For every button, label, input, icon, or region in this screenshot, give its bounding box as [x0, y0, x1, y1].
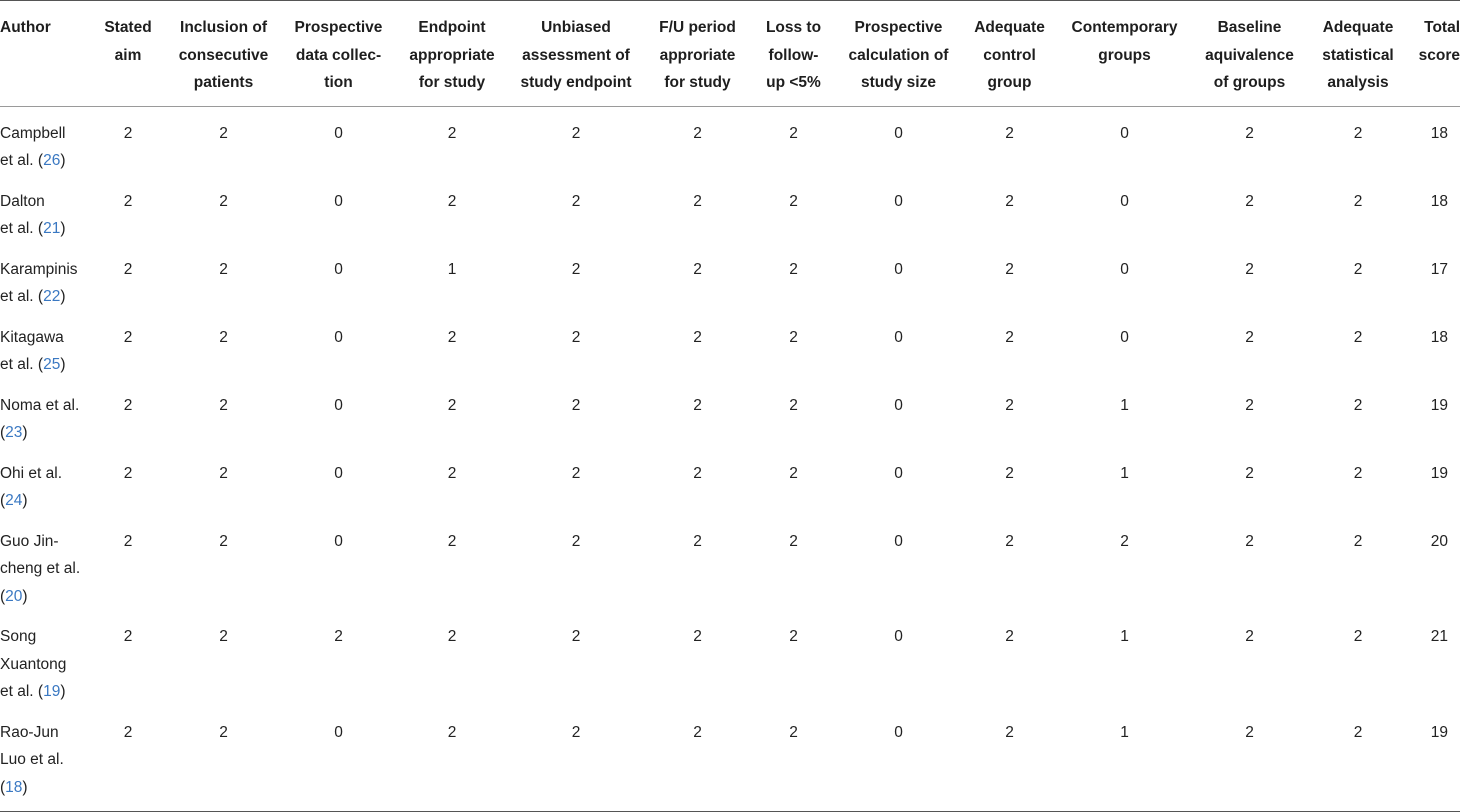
score-cell: 0	[894, 260, 903, 278]
score-cell: 2	[571, 396, 581, 414]
author-text: (	[0, 424, 6, 441]
author-text: (	[0, 778, 6, 796]
table-row	[0, 106, 1460, 175]
score-cell: 2	[571, 124, 581, 142]
column-header-line: control	[983, 46, 1036, 64]
score-cell: 0	[894, 723, 903, 741]
author-cell	[0, 106, 94, 175]
column-header-line: of groups	[1213, 74, 1286, 91]
score-cell: 2	[1245, 328, 1254, 346]
author-text: Noma et al.	[0, 396, 80, 414]
total-score-cell: 20	[1430, 532, 1448, 550]
score-cell: 2	[1005, 192, 1014, 210]
score-cell: 2	[693, 628, 702, 645]
score-cell: 0	[334, 532, 343, 550]
author-text: cheng et al.	[0, 560, 81, 577]
column-header	[392, 1, 512, 107]
score-cell: 2	[1353, 464, 1363, 482]
author-text: )	[22, 778, 28, 796]
score-cell: 1	[1120, 464, 1129, 482]
table-body	[0, 106, 1460, 812]
author-text: )	[60, 220, 66, 237]
score-cell: 2	[447, 124, 457, 142]
score-cell: 0	[894, 192, 903, 210]
score-cell: 2	[447, 396, 457, 414]
score-cell: 2	[123, 396, 133, 414]
column-header-line: aquivalence	[1205, 46, 1294, 64]
score-cell: 2	[693, 328, 702, 346]
score-cell: 2	[1353, 124, 1363, 142]
author-text: et al. (	[0, 220, 44, 237]
score-cell: 2	[334, 628, 343, 645]
author-text: (	[0, 492, 6, 509]
score-cell: 2	[1353, 628, 1363, 645]
column-header-line: tion	[324, 74, 353, 91]
score-cell: 2	[1353, 723, 1363, 741]
table-row	[0, 706, 1460, 812]
table-row	[0, 447, 1460, 515]
score-cell: 2	[789, 124, 798, 142]
reference-link[interactable]: 19	[43, 683, 61, 700]
column-header-line: for study	[664, 74, 731, 91]
column-header-line: patients	[193, 74, 254, 91]
score-cell: 2	[1353, 328, 1363, 346]
score-cell: 0	[334, 328, 343, 346]
total-score-cell: 17	[1430, 260, 1448, 278]
score-cell: 2	[1245, 260, 1254, 278]
score-cell: 2	[789, 192, 798, 210]
score-cell: 2	[789, 396, 798, 414]
column-header-line: score	[1418, 46, 1460, 64]
score-cell: 2	[1245, 396, 1254, 414]
column-header-line: approriate	[659, 46, 736, 64]
column-header-line: Unbiased	[541, 19, 611, 36]
score-cell: 2	[123, 260, 133, 278]
score-cell: 2	[693, 723, 702, 741]
reference-link[interactable]: 22	[43, 288, 61, 305]
score-cell: 2	[1245, 124, 1254, 142]
score-cell: 1	[1120, 628, 1129, 645]
total-score-cell: 21	[1430, 628, 1448, 645]
score-cell: 2	[1005, 532, 1014, 550]
total-score-cell: 19	[1430, 723, 1448, 741]
author-text: )	[60, 356, 66, 373]
total-score-cell: 18	[1430, 124, 1448, 142]
score-cell: 2	[571, 328, 581, 346]
score-cell: 2	[1005, 124, 1014, 142]
column-header-line: calculation of	[848, 46, 949, 64]
reference-link[interactable]: 24	[5, 492, 23, 509]
column-header-line: assessment of	[522, 46, 630, 64]
column-header-line: group	[987, 74, 1032, 91]
score-cell: 2	[1353, 396, 1363, 414]
column-header-line: Adequate	[974, 19, 1045, 36]
author-text: et al. (	[0, 152, 44, 169]
score-cell: 2	[693, 124, 702, 142]
score-cell: 1	[447, 260, 457, 278]
score-cell: 2	[219, 396, 228, 414]
score-cell: 2	[123, 464, 133, 482]
column-header	[1054, 1, 1195, 107]
author-text: )	[22, 424, 28, 441]
column-header	[512, 1, 640, 107]
score-cell: 2	[447, 723, 457, 741]
reference-link[interactable]: 18	[5, 778, 23, 796]
author-text: )	[60, 683, 66, 700]
author-cell	[0, 706, 94, 812]
score-cell: 2	[1005, 723, 1014, 741]
score-cell: 1	[1120, 396, 1129, 414]
column-header	[755, 1, 832, 107]
score-cell: 2	[571, 192, 581, 210]
score-cell: 2	[447, 464, 457, 482]
column-header-line: follow-	[768, 46, 819, 64]
score-cell: 0	[894, 396, 903, 414]
reference-link[interactable]: 21	[43, 220, 61, 237]
total-score-cell: 18	[1430, 328, 1448, 346]
score-cell: 2	[789, 260, 798, 278]
score-cell: 0	[334, 124, 343, 142]
reference-link[interactable]: 25	[43, 356, 61, 373]
score-cell: 2	[123, 328, 133, 346]
author-text: )	[22, 587, 28, 605]
author-text: Luo et al.	[0, 751, 64, 768]
score-cell: 2	[219, 192, 228, 210]
score-cell: 2	[447, 192, 457, 210]
score-cell: 2	[693, 260, 702, 278]
total-score-cell: 19	[1430, 464, 1448, 482]
score-cell: 2	[571, 260, 581, 278]
score-cell: 2	[789, 532, 798, 550]
score-cell: 0	[894, 464, 903, 482]
total-score-cell: 18	[1430, 192, 1448, 210]
table-row	[0, 515, 1460, 611]
score-cell: 2	[1005, 396, 1014, 414]
score-cell: 2	[447, 532, 457, 550]
column-header-line: consecutive	[178, 46, 269, 64]
author-cell	[0, 311, 94, 379]
score-cell: 0	[894, 532, 903, 550]
table-row	[0, 243, 1460, 311]
score-cell: 2	[789, 328, 798, 346]
column-header-line: groups	[1098, 46, 1151, 64]
score-cell: 0	[894, 124, 903, 142]
score-cell: 2	[123, 192, 133, 210]
score-cell: 2	[1245, 532, 1254, 550]
author-text: )	[60, 152, 66, 169]
score-cell: 1	[1120, 723, 1129, 741]
score-cell: 2	[219, 124, 228, 142]
column-header-line: Baseline	[1217, 19, 1282, 36]
score-cell: 2	[1005, 260, 1014, 278]
score-cell: 2	[1120, 532, 1129, 550]
score-cell: 2	[123, 723, 133, 741]
column-header	[640, 1, 755, 107]
author-cell	[0, 379, 94, 447]
reference-link[interactable]: 23	[5, 424, 23, 441]
column-header	[1195, 1, 1304, 107]
score-cell: 0	[334, 260, 343, 278]
score-cell: 0	[334, 396, 343, 414]
author-cell	[0, 243, 94, 311]
author-text: Campbell	[0, 124, 66, 142]
score-cell: 2	[789, 464, 798, 482]
author-text: Ohi et al.	[0, 464, 63, 482]
score-cell: 2	[1005, 628, 1014, 645]
score-cell: 2	[447, 628, 457, 645]
score-cell: 2	[219, 328, 228, 346]
table-row	[0, 610, 1460, 706]
score-cell: 0	[1120, 328, 1129, 346]
column-header-line: Inclusion of	[180, 19, 267, 36]
column-header	[0, 1, 94, 107]
score-cell: 2	[1353, 260, 1363, 278]
author-text: )	[60, 288, 66, 305]
score-cell: 2	[219, 628, 228, 645]
reference-link[interactable]: 20	[5, 587, 23, 605]
column-header-line: appropriate	[409, 46, 495, 64]
score-cell: 2	[1245, 464, 1254, 482]
column-header	[285, 1, 392, 107]
score-cell: 2	[219, 723, 228, 741]
column-header-line: Total	[1424, 19, 1460, 36]
score-cell: 2	[571, 723, 581, 741]
column-header-line: study size	[861, 74, 936, 91]
score-cell: 2	[123, 124, 133, 142]
column-header	[1412, 1, 1460, 107]
score-cell: 2	[693, 464, 702, 482]
author-cell	[0, 447, 94, 515]
table-row	[0, 175, 1460, 243]
author-text: et al. (	[0, 356, 44, 373]
column-header	[94, 1, 162, 107]
score-cell: 2	[571, 464, 581, 482]
author-text: Karampinis	[0, 260, 78, 278]
author-text: (	[0, 587, 6, 605]
column-header-line: study endpoint	[520, 74, 632, 91]
score-cell: 2	[219, 464, 228, 482]
score-cell: 2	[789, 628, 798, 645]
score-cell: 2	[693, 532, 702, 550]
score-cell: 2	[1245, 628, 1254, 645]
header-row	[0, 1, 1460, 107]
score-cell: 2	[693, 192, 702, 210]
author-text: Song	[0, 628, 37, 645]
score-cell: 0	[894, 628, 903, 645]
score-cell: 2	[123, 628, 133, 645]
author-cell	[0, 515, 94, 611]
column-header	[162, 1, 285, 107]
score-cell: 2	[1245, 192, 1254, 210]
author-text: Rao-Jun	[0, 723, 59, 741]
column-header-line: up <5%	[766, 74, 821, 91]
author-text: Dalton	[0, 192, 45, 210]
author-text: Kitagawa	[0, 328, 64, 346]
column-header-line: F/U period	[659, 19, 736, 36]
table-header	[0, 1, 1460, 107]
score-cell: 2	[1245, 723, 1254, 741]
score-cell: 2	[571, 628, 581, 645]
column-header	[1304, 1, 1412, 107]
column-header-line: analysis	[1327, 74, 1389, 91]
score-cell: 0	[334, 723, 343, 741]
score-cell: 2	[789, 723, 798, 741]
author-text: Xuantong	[0, 655, 67, 673]
table-row	[0, 379, 1460, 447]
author-text: et al. (	[0, 288, 44, 305]
column-header-line: statistical	[1322, 46, 1394, 64]
score-cell: 2	[693, 396, 702, 414]
score-cell: 0	[1120, 260, 1129, 278]
column-header-line: for study	[418, 74, 486, 91]
score-cell: 0	[334, 192, 343, 210]
column-header-line: Stated	[104, 19, 152, 36]
score-cell: 2	[219, 260, 228, 278]
author-cell	[0, 610, 94, 706]
score-cell: 0	[1120, 124, 1129, 142]
author-text: )	[22, 492, 28, 509]
score-cell: 2	[1005, 464, 1014, 482]
score-cell: 0	[334, 464, 343, 482]
column-header-line: Author	[0, 19, 51, 36]
column-header	[965, 1, 1054, 107]
score-cell: 2	[1353, 532, 1363, 550]
score-cell: 2	[1353, 192, 1363, 210]
total-score-cell: 19	[1430, 396, 1448, 414]
column-header-line: Contemporary	[1071, 19, 1178, 36]
score-cell: 2	[123, 532, 133, 550]
score-cell: 2	[571, 532, 581, 550]
column-header	[832, 1, 965, 107]
author-text: Guo Jin-	[0, 532, 59, 550]
column-header-line: aim	[114, 46, 142, 64]
column-header-line: Prospective	[854, 19, 943, 36]
score-cell: 0	[1120, 192, 1129, 210]
score-cell: 0	[894, 328, 903, 346]
score-cell: 2	[447, 328, 457, 346]
reference-link[interactable]: 26	[43, 152, 61, 169]
score-cell: 2	[219, 532, 228, 550]
column-header-line: Endpoint	[418, 19, 486, 36]
table-row	[0, 311, 1460, 379]
column-header-line: data collec-	[295, 46, 382, 64]
column-header-line: Adequate	[1322, 19, 1394, 36]
column-header-line: Loss to	[765, 19, 822, 36]
author-cell	[0, 175, 94, 243]
column-header-line: Prospective	[294, 19, 383, 36]
author-text: et al. (	[0, 683, 44, 700]
score-cell: 2	[1005, 328, 1014, 346]
